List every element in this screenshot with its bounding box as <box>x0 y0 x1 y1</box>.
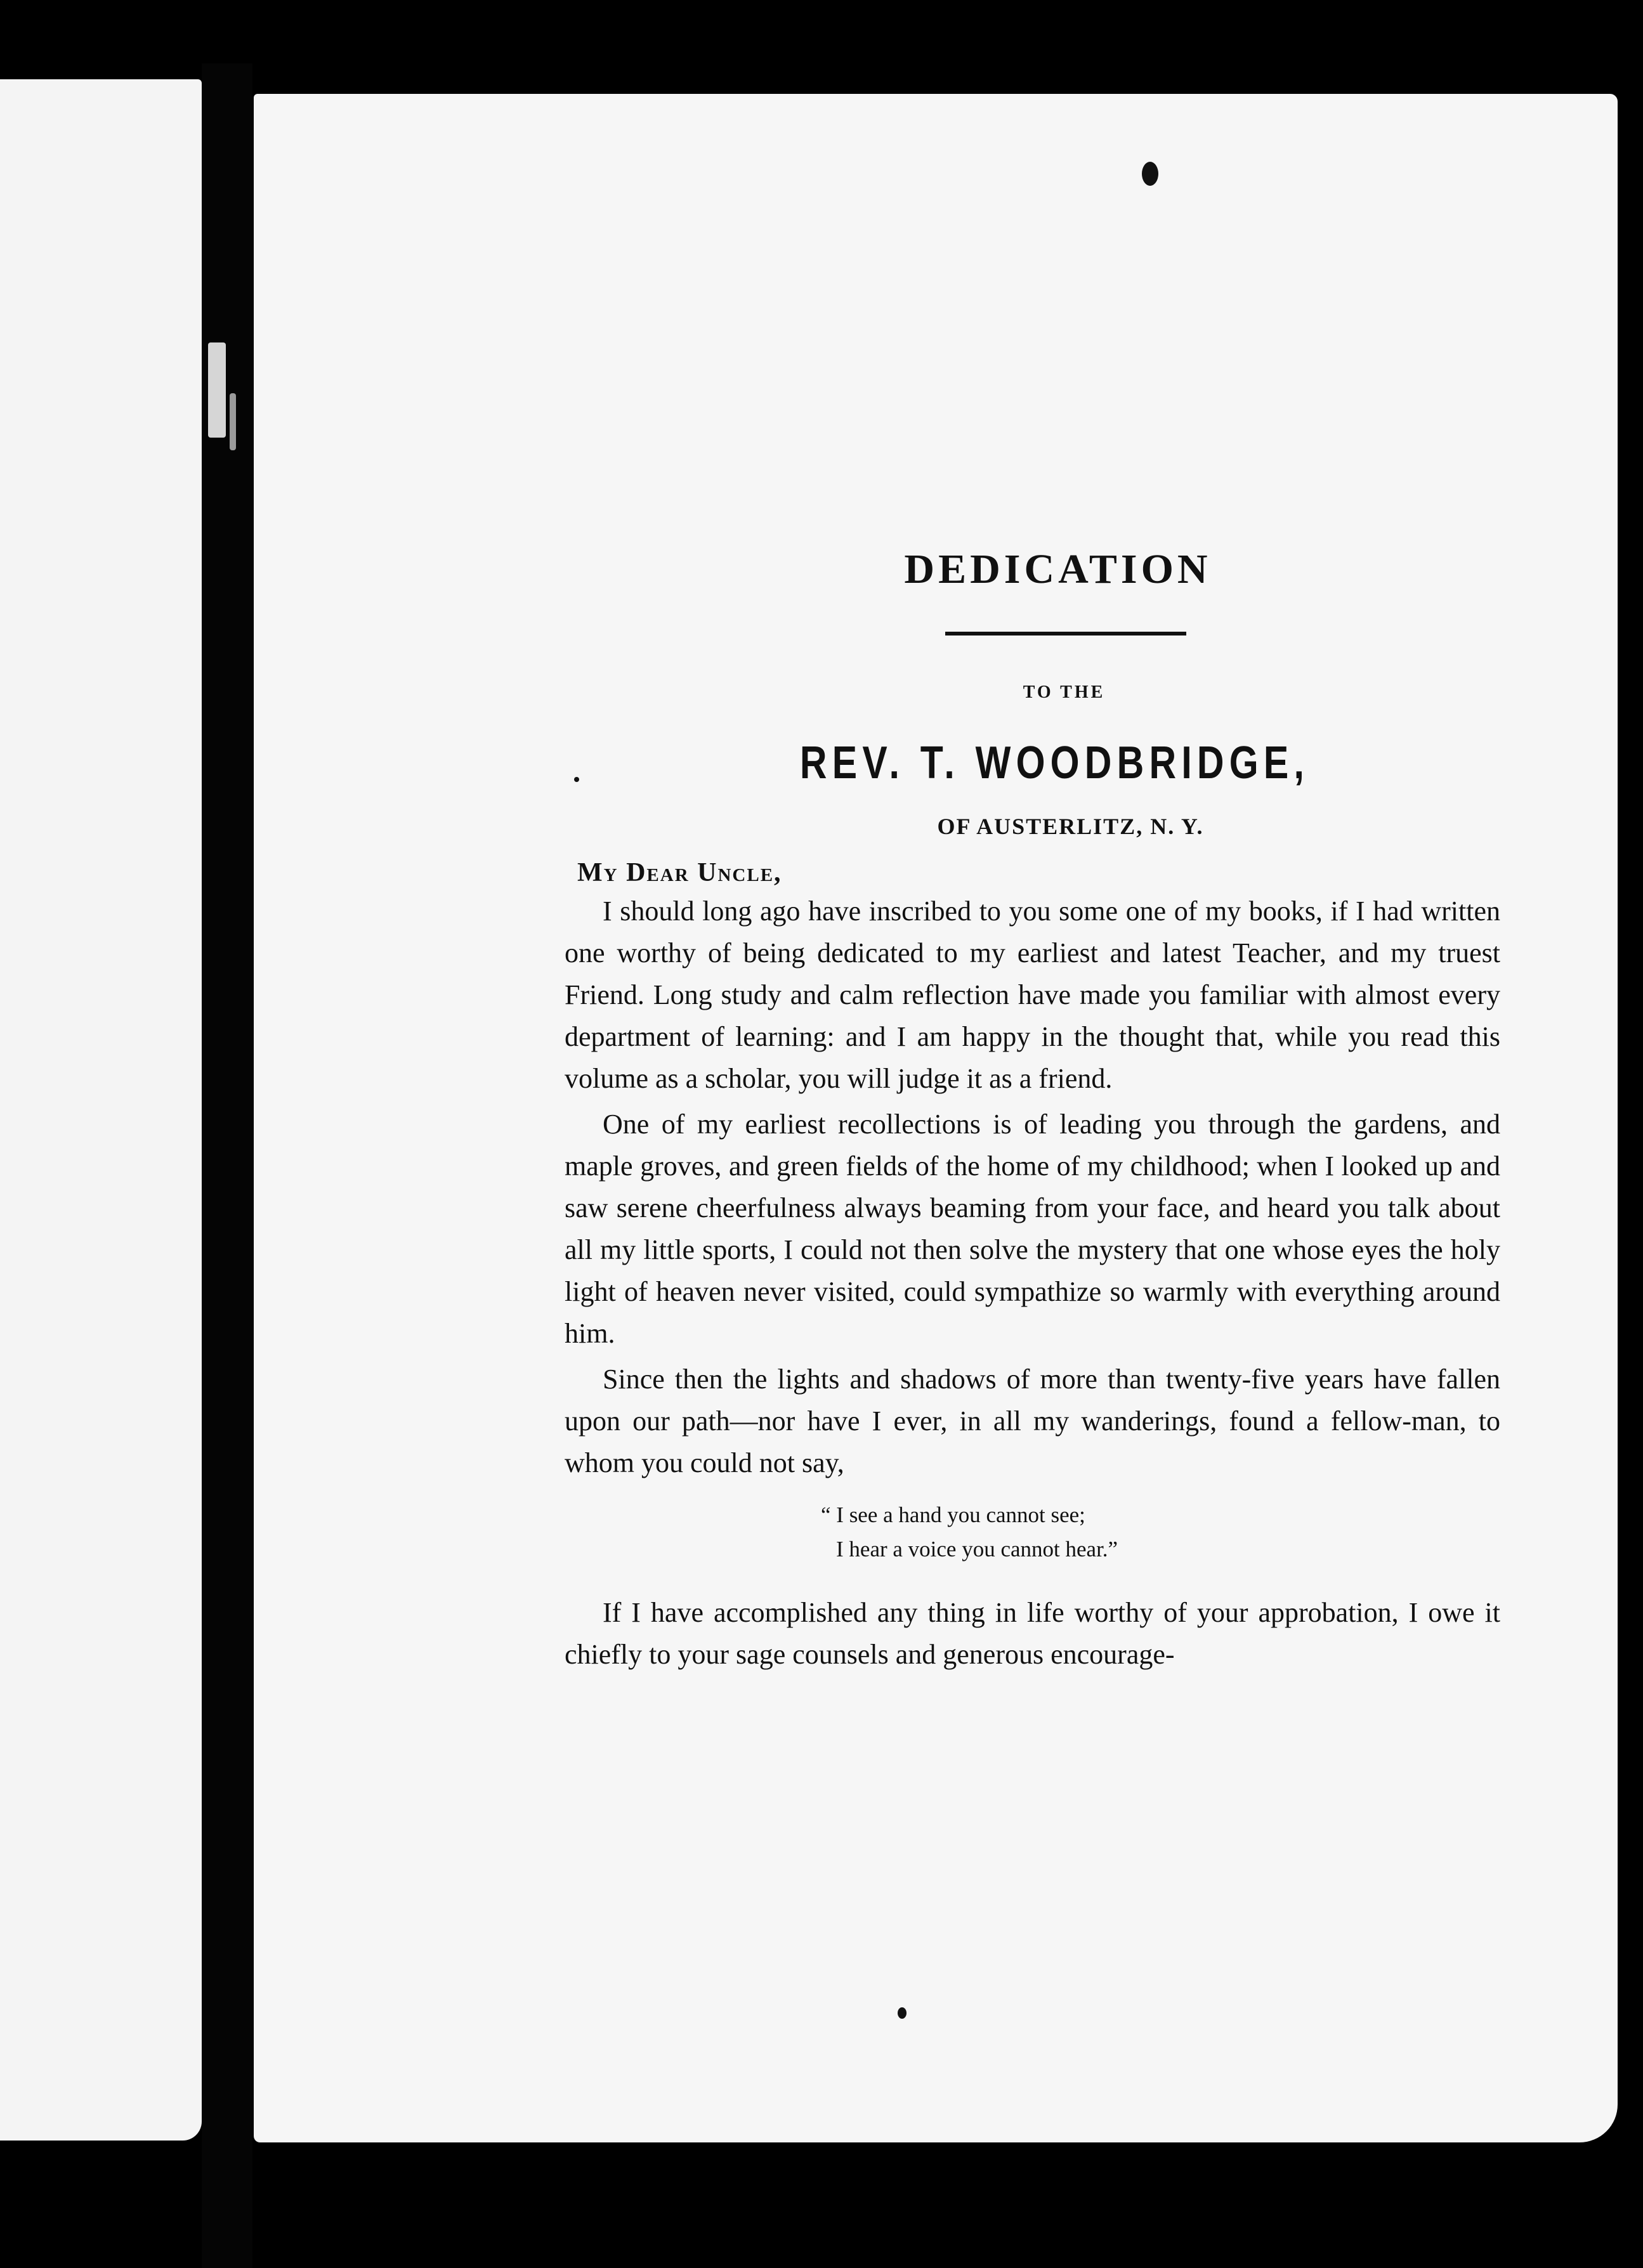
paragraph <box>565 1359 1500 1484</box>
dedicatee-place: OF AUSTERLITZ, N. Y. <box>937 814 1204 839</box>
paragraph-text: If I have accomplished any thing in life worthy of your approbation, I owe it chiefly to your sage counsels and generous encourage- <box>565 1597 1500 1670</box>
paragraph <box>565 1592 1500 1676</box>
spine-tear <box>208 342 226 438</box>
paragraph-text: Since then the lights and shadows of more than twenty-five years have fallen upon our path—nor have I ever, in all my wanderings, found a fellow-man, to whom you could not say, <box>565 1364 1500 1478</box>
paragraph-text: I should long ago have inscribed to you some one of my books, if I had written one worthy of being dedicated to my earliest and latest Teacher, and my truest Friend. Long study and calm reflection have made you familiar with almost every department of learning: and I am happy in the thought that, while you read this volume as a scholar, you will judge it as a friend. <box>565 896 1500 1094</box>
book-spine <box>202 63 252 2268</box>
quote-line: “ I see a hand you cannot see; <box>821 1502 1085 1527</box>
salutation: My Dear Uncle, <box>577 858 782 887</box>
poem-quote <box>821 1498 1500 1567</box>
title-rule <box>945 632 1186 635</box>
page-title: DEDICATION <box>904 546 1212 592</box>
quote-line: I hear a voice you cannot hear.” <box>836 1537 1118 1561</box>
dedication-text <box>565 545 1500 1676</box>
paragraph <box>565 890 1500 1100</box>
dedication-to: TO THE <box>1023 682 1106 702</box>
ink-speck <box>898 2007 907 2019</box>
paragraph <box>565 1104 1500 1355</box>
paragraph-text: One of my earliest recollections is of leading you through the gardens, and maple groves, and green fields of the home of my childhood; when I looked up and saw serene cheerfulness always beaming from your face, and heard you talk about all my little sports, I could not then solve the mystery that one whose eyes the holy light of heaven never visited, could sympathize so warmly with everything around him. <box>565 1109 1500 1349</box>
ink-speck <box>1142 162 1158 186</box>
dedicatee-name: REV. T. WOODBRIDGE, <box>799 738 1310 788</box>
spine-tear <box>230 393 236 450</box>
left-page-edge <box>0 79 202 2141</box>
